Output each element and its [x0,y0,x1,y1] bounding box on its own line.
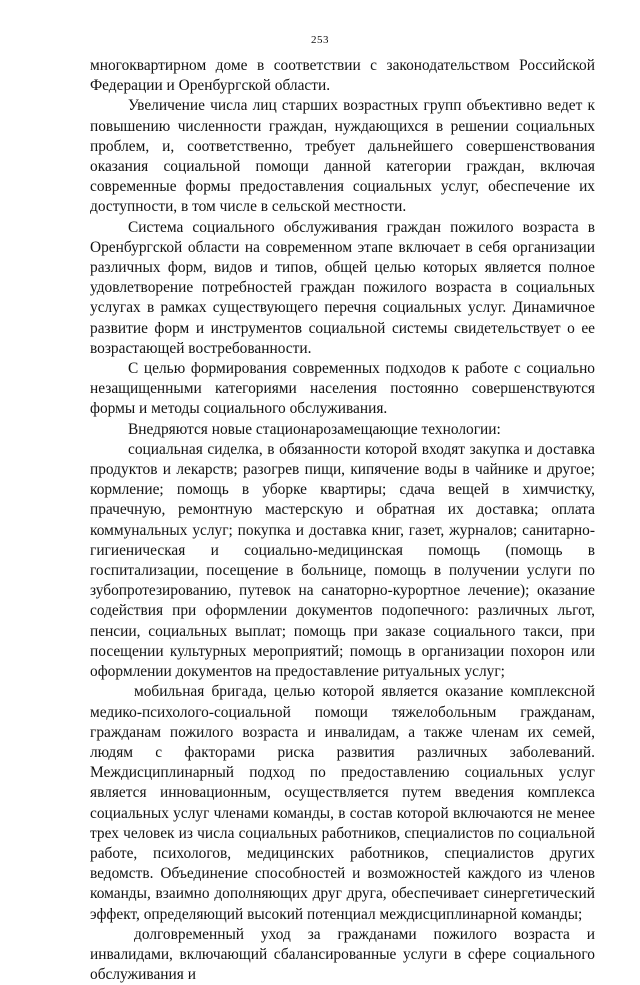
paragraph-new-technologies: Внедряются новые стационарозамещающие технологии: [128,420,501,438]
paragraph-elderly-population: Увеличение числа лиц старших возрастных групп объективно ведет к повышению численности граждан, нуждающихся в решении социальных проблем, и, соответственно, требует дальнейшего совершенствования оказания социальной помощи данной категории граждан, включая современные формы предоставления социальных услуг, обеспечение их доступности, в том числе в сельской местности. [90,97,595,216]
paragraph-long-term-care: долговременный уход за гражданами пожилого возраста и инвалидами, включающий сбалансированные услуги в сфере социального обслуживания и [90,925,595,984]
document-body [90,56,595,985]
paragraph-mobile-team: мобильная бригада, целью которой является оказание комплексной медико-психолого-социальной помощи тяжелобольным гражданам, гражданам пожилого возраста и инвалидам, а также членам их семей, людям с факторами риска развития различных заболеваний. Междисциплинарный подход по предоставлению социальных услуг является инновационным, осуществляется путем введения комплекса социальных услуг членами команды, в состав которой включаются не менее трех человек из числа социальных работников, специалистов по социальной работе, психологов, медицинских работников, специалистов других ведомств. Объединение способностей и возможностей каждого из членов команды, взаимно дополняющих друг друга, обеспечивает синергетический эффект, определяющий высокий потенциал междисциплинарной команды; [90,683,595,923]
paragraph-social-service-system: Система социального обслуживания граждан пожилого возраста в Оренбургской области на современном этапе включает в себя организации различных форм, видов и типов, общей целью которых является полное удовлетворение потребностей граждан пожилого возраста в социальных услугах в рамках существующего перечня социальных услуг. Динамичное развитие форм и инструментов социальной системы свидетельствует о ее возрастающей востребованности. [90,218,595,357]
paragraph-modern-approaches: С целью формирования современных подходов к работе с социально незащищенными категориями населения постоянно совершенствуются формы и методы социального обслуживания. [90,360,595,418]
paragraph-continuation: многоквартирном доме в соответствии с законодательством Российской Федерации и Оренбургской области. [90,57,595,95]
paragraph-social-caregiver: социальная сиделка, в обязанности которой входят закупка и доставка продуктов и лекарств; разогрев пищи, кипячение воды в чайнике и другое; кормление; помощь в уборке квартиры; сдача вещей в химчистку, прачечную, ремонтную мастерскую и обратная их доставка; оплата коммунальных услуг; покупка и доставка книг, газет, журналов; санитарно-гигиеническая и социально-медицинская помощь (помощь в госпитализации, посещение в больнице, помощь в получении услуги по зубопротезированию, путевок на санаторно-курортное лечение); оказание содействия при оформлении документов подопечного: различных льгот, пенсии, социальных выплат; помощь при заказе социального такси, при посещении культурных мероприятий; помощь в организации похорон или оформлении документов на предоставление ритуальных услуг; [90,440,595,681]
page-number: 253 [311,34,329,46]
